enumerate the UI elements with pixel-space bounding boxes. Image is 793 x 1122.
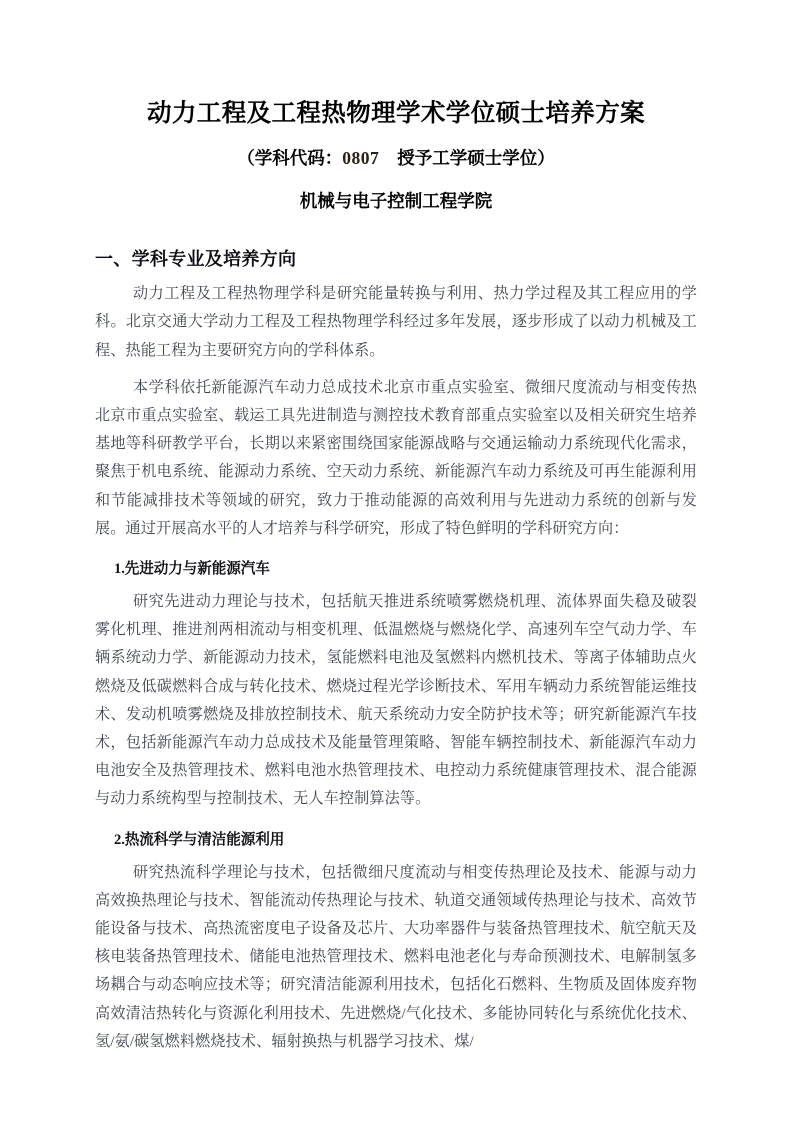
document-title: 动力工程及工程热物理学术学位硕士培养方案 (147, 100, 645, 127)
subject-code-value: 0807 (342, 148, 380, 169)
school-name: 机械与电子控制工程学院 (299, 191, 493, 212)
direction-heading (95, 814, 697, 855)
direction-body: 研究先进动力理论与技术，包括航天推进系统喷雾燃烧机理、流体界面失稳及破裂雾化机理、推进剂两相流动与相变机理、低温燃烧与燃烧化学、高速列车空气动力学、车辆系统动力学、新能源动力技术，氢能燃料电池及氢燃料内燃机技术、等离子体辅助点火燃烧及低碳燃料合成与转化技术、燃烧过程光学诊断技术、军用车辆动力系统智能运维技术、发动机喷雾燃烧及排放控制技术、航天系统动力安全防护技术等；研究新能源汽车技术，包括新能源汽车动力总成技术及能量管理策略、智能车辆控制技术、新能源汽车动力电池安全及热管理技术、燃料电池水热管理技术、电控动力系统健康管理技术、混合能源与动力系统构型与控制技术、无人车控制算法等。 (95, 593, 697, 808)
subject-code-prefix: （学科代码： (237, 148, 343, 169)
document-subtitle (95, 129, 697, 170)
direction-title: 热流科学与清洁能源利用 (124, 831, 285, 848)
degree-awarded-label: 授予工学硕士学位） (397, 148, 555, 169)
direction-body: 研究热流科学理论与技术，包括微细尺度流动与相变传热理论及技术、能源与动力高效换热理论与技术、智能流动传热理论与技术、轨道交通领域传热理论与技术、高效节能设备与技术、高热流密度电子设备及芯片、大功率器件与装备热管理技术、航空航天及核电装备热管理技术、储能电池热管理技术、燃料电池老化与寿命预测技术、电解制氢多场耦合与动态响应技术等；研究清洁能源利用技术，包括化石燃料、生物质及固体废弃物高效清洁热转化与资源化利用技术、先进燃烧/气化技术、多能协同转化与系统优化技术、氢/氨/碳氢燃料燃烧技术、辐射换热与机器学习技术、煤/ (95, 864, 697, 1050)
direction-heading (95, 543, 697, 584)
section-paragraph: 动力工程及工程热物理学科是研究能量转换与利用、热力学过程及其工程应用的学科。北京交通大学动力工程及工程热物理学科经过多年发展，逐步形成了以动力机械及工程、热能工程为主要研究方向的学科体系。 (95, 286, 697, 359)
direction-title: 先进动力与新能源汽车 (124, 560, 270, 577)
page-content (95, 0, 697, 1056)
section-heading-discipline: 一、学科专业及培养方向 (95, 248, 297, 269)
section-paragraph: 本学科依托新能源汽车动力总成技术北京市重点实验室、微细尺度流动与相变传热北京市重点实验室、载运工具先进制造与测控技术教育部重点实验室以及相关研究生培养基地等科研教学平台，长期以来紧密围绕国家能源战略与交通运输动力系统现代化需求，聚焦于机电系统、能源动力系统、空天动力系统、新能源汽车动力系统及可再生能源利用和节能减排技术等领域的研究，致力于推动能源的高效利用与先进动力系统的创新与发展。通过开展高水平的人才培养与科学研究，形成了特色鲜明的学科研究方向： (95, 379, 697, 537)
direction-number: 1. (114, 560, 125, 577)
direction-number: 2. (114, 831, 125, 848)
